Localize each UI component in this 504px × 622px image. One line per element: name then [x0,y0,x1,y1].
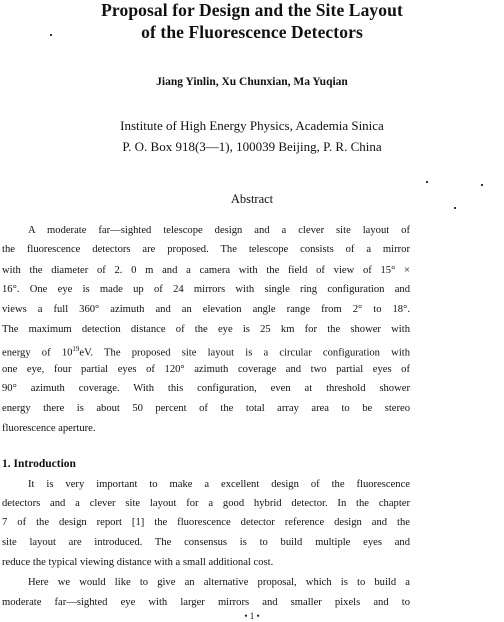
intro-line: site layout are introduced. The consensus is to build multiple eyes and [2,537,410,548]
author-list: Jiang Yinlin, Xu Chunxian, Ma Yuqian [156,76,348,88]
page-number: • 1 • [244,611,260,621]
intro-line: 7 of the design report [1] the fluorescence detector reference design and the [2,517,410,528]
scan-speck [50,34,52,36]
intro-line: detectors and a clever site layout for a good hybrid detector. In the chapter [2,498,410,509]
affiliation-line-2: P. O. Box 918(3—1), 100039 Beijing, P. R. China [122,139,382,154]
paper-title-line-2: of the Fluorescence Detectors [141,22,363,42]
intro-line: reduce the typical viewing distance with a small additional cost. [2,557,274,568]
abstract-line: the fluorescence detectors are proposed. The telescope consists of a mirror [2,244,410,255]
section-heading-introduction: 1. Introduction [2,458,76,470]
abstract-line-7-end: eV. The proposed site layout is a circular configuration with [79,347,410,359]
abstract-line: A moderate far—sighted telescope design and a clever site layout of [28,225,410,236]
abstract-line [2,343,410,360]
abstract-line: fluorescence aperture. [2,423,96,434]
intro-line: Here we would like to give an alternative proposal, which is to build a [28,577,410,588]
abstract-line: The maximum detection distance of the eye is 25 km for the shower with [2,324,410,335]
intro-line: moderate far—sighted eye with larger mirrors and smaller pixels and to [2,597,410,608]
affiliation-line-1: Institute of High Energy Physics, Academia Sinica [120,118,384,133]
scan-speck [481,184,483,186]
abstract-line-7-start: energy of 10 [2,347,73,359]
paper-title-line-1: Proposal for Design and the Site Layout [101,0,403,20]
abstract-line: 16°. One eye is made up of 24 mirrors with single ring configuration and [2,284,410,295]
exponent: 19 [72,345,80,353]
abstract-line: with the diameter of 2. 0 m and a camera with the field of view of 15° × [2,265,410,276]
abstract-line: one eye, four partial eyes of 120° azimuth coverage and two partial eyes of [2,364,410,375]
abstract-line: 90° azimuth coverage. With this configuration, even at threshold shower [2,383,410,394]
abstract-line: views a full 360° azimuth and an elevation angle range from 2° to 18°. [2,304,410,315]
abstract-heading: Abstract [230,192,274,206]
scan-speck [426,181,428,183]
abstract-line: energy there is about 50 percent of the total array area to be stereo [2,403,410,414]
intro-line: It is very important to make a excellent design of the fluorescence [28,479,410,490]
scan-speck [454,207,456,209]
